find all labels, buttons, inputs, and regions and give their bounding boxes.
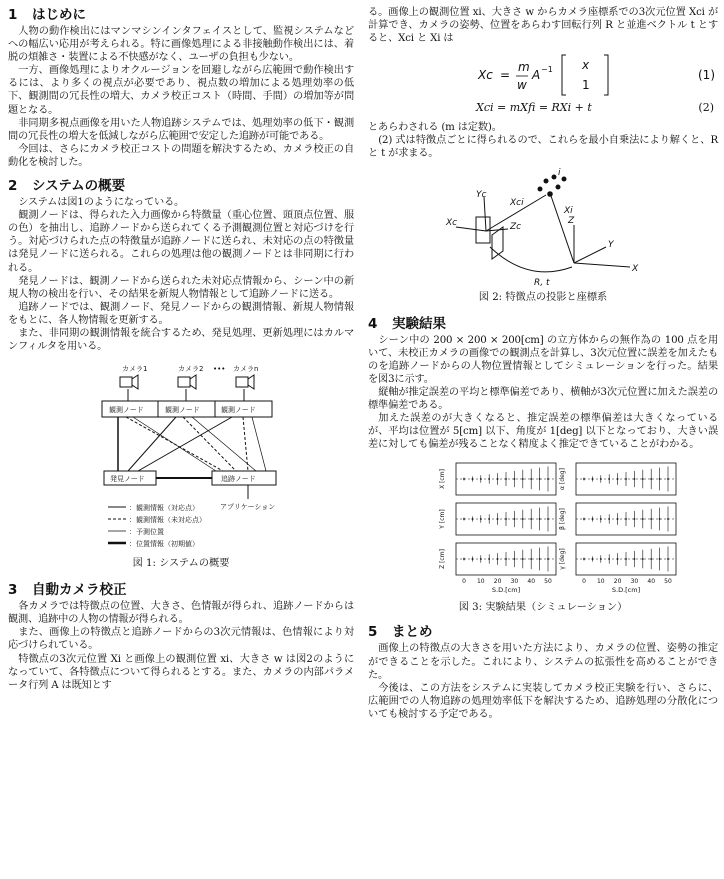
paragraph: る。画像上の観測位置 xi、大きさ w からカメラ座標系での3次元位置 Xci が計算でき、カメラの姿勢、位置をあらわす回転行列 R と並進ベクトル t とすると、Xci と Xi は [368, 7, 718, 45]
svg-text:−1: −1 [541, 65, 553, 75]
tick-label: 10 [596, 578, 605, 586]
paragraph: 一方、画像処理によりオクルージョンを回避しながら広範囲で動作検出するには、より多くの視点が必要であり、視点数の増加による処理効率の低下、観測間の冗長性の増大、カメラ校正コスト（時間、手間）の増加等が問題となる。 [8, 65, 354, 116]
svg-text:w: w [517, 78, 527, 93]
data-point [522, 519, 524, 521]
section-heading: 3 自動カメラ校正 [8, 582, 127, 599]
data-point [659, 559, 661, 561]
data-point [592, 479, 594, 481]
paragraph: また、非同期の観測情報を統合するため、発見処理、更新処理にはカルマンフィルタを用いる。 [8, 327, 354, 353]
section-auto-calibration [8, 581, 354, 692]
axis-label: β [deg] [559, 508, 566, 531]
data-point [625, 479, 627, 481]
section-experiment [368, 315, 718, 452]
data-point [634, 559, 636, 561]
data-point [530, 479, 532, 481]
section-heading: 4 実験結果 [368, 315, 446, 332]
svg-text:i: i [558, 167, 561, 178]
tick-label: 0 [462, 578, 466, 586]
data-point [480, 479, 482, 481]
figure-caption: 図 2: 特徴点の投影と座標系 [478, 291, 608, 303]
svg-text:=: = [500, 68, 511, 83]
data-point [650, 559, 652, 561]
data-point [547, 479, 549, 481]
projection-diagram [368, 167, 718, 287]
svg-text:Y: Y [608, 239, 614, 250]
data-point [634, 479, 636, 481]
results-plots [368, 459, 718, 597]
equation-2: Xci = mXfi = RXi + t (2) [476, 101, 714, 115]
paragraph: とあらわされる (m は定数)。 [368, 122, 502, 134]
data-point [608, 559, 610, 561]
data-point [505, 519, 507, 521]
tick-label: 30 [630, 578, 639, 586]
paragraph: 特徴点の3次元位置 Xi と画像上の観測位置 xi、大きさ w は図2のようになっていて、各特徴点について得られるとする。また、カメラの内部パラメータ行列 A は既知とす [8, 653, 354, 691]
paragraph: 各カメラでは特徴点の位置、大きさ、色情報が得られ、追跡ノードからは観測、追跡中の人物の情報が得られる。 [8, 601, 354, 626]
data-point [600, 559, 602, 561]
data-point [480, 519, 482, 521]
axis-label: α [deg] [559, 468, 566, 491]
data-point [642, 559, 644, 561]
data-point [547, 559, 549, 561]
data-point [522, 559, 524, 561]
axis-label: X [cm] [439, 469, 446, 490]
camera-icon [236, 377, 248, 387]
data-point [547, 519, 549, 521]
data-point [617, 479, 619, 481]
tick-label: 50 [544, 578, 552, 586]
data-point [497, 479, 499, 481]
figure-caption: 図 3: 実験結果（シミュレーション） [458, 602, 628, 614]
figure-caption: 図 1: システムの概要 [132, 558, 230, 570]
paragraph: 追跡ノードでは、観測ノード、発見ノードからの観測情報、新規人物情報をもとに、各人物情報を更新する。 [8, 301, 354, 326]
data-point [530, 519, 532, 521]
data-point [583, 479, 585, 481]
data-point [625, 519, 627, 521]
data-point [530, 559, 532, 561]
data-point [642, 519, 644, 521]
track-node-label: 追跡ノード [221, 475, 256, 484]
tick-label: 0 [582, 578, 586, 586]
data-point [625, 559, 627, 561]
data-point [642, 479, 644, 481]
equation-1 [368, 51, 718, 99]
paragraph: 画像上の特徴点の大きさを用いた方法により、カメラの位置、姿勢の推定ができることを示した。これにより、システムの拡張性を高めることができた。 [368, 643, 718, 681]
paragraph: シーン中の 200 × 200 × 200[cm] の立方体からの無作為の 100 点を用いて、未校正カメラの画像での観測点を計算し、3次元位置に誤差を加えたものを追跡ノードからの人物位置情報としてシミュレーションを行った。結果を図3に示す。 [368, 334, 718, 385]
data-point [514, 479, 516, 481]
data-point [659, 519, 661, 521]
data-point [617, 519, 619, 521]
data-point [539, 559, 541, 561]
tick-label: 20 [613, 578, 622, 586]
tick-label: 40 [647, 578, 656, 586]
data-point [592, 559, 594, 561]
section-heading: 1 はじめに [8, 7, 86, 23]
data-point [667, 479, 669, 481]
svg-text:Zc: Zc [510, 221, 522, 232]
data-point [497, 519, 499, 521]
data-point [488, 559, 490, 561]
tick-label: 30 [510, 578, 519, 586]
data-point [667, 519, 669, 521]
paragraph: 人物の動作検出にはマンマシンインタフェイスとして、監視システムなどへの幅広い応用が考えられる。特に画像処理による非接触動作検出には、着脱の煩雑さ・装置による不快感がなく、ユーザの負担も少ない。 [8, 26, 354, 64]
data-point [497, 559, 499, 561]
svg-text:Yc: Yc [476, 189, 487, 200]
find-node-label: 発見ノード [110, 475, 145, 484]
axis-label: S.D.[cm] [611, 586, 641, 595]
paragraph: システムは図1のようになっている。 [18, 197, 185, 209]
figure-1 [8, 361, 354, 571]
camera-icon [248, 375, 254, 389]
data-point [634, 519, 636, 521]
equation-number: (2) [698, 101, 714, 115]
data-point [583, 559, 585, 561]
tick-label: 50 [664, 578, 672, 586]
data-point [488, 479, 490, 481]
obs-node-label: 観測ノード [165, 406, 200, 415]
data-point [488, 519, 490, 521]
section-system-overview [8, 177, 354, 353]
legend-item: ：観測情報（対応点） [129, 504, 199, 513]
data-point [659, 479, 661, 481]
ellipsis: ••• [213, 365, 226, 374]
left-column [8, 6, 354, 700]
paragraph: 今回は、さらにカメラ校正コストの問題を解決するため、カメラ校正の自動化を検討した。 [8, 143, 354, 168]
camera-icon [190, 375, 196, 389]
section-heading: 5 まとめ [368, 624, 433, 641]
axis-label: γ [deg] [559, 548, 566, 571]
axis-label: Y [cm] [439, 509, 446, 530]
paragraph: 加えた誤差のが大きくなると、推定誤差の標準偏差は大きくなっているが、平均は位置が 5[cm] 以下、角度が 1[deg] 以下となっており、大きい誤差に対しても偏差が残ることなく精度よく推定できていることがわかる。 [368, 413, 718, 451]
data-point [539, 519, 541, 521]
section-heading: 2 システムの概要 [8, 178, 126, 195]
svg-text:Xi: Xi [564, 205, 573, 216]
data-point [650, 519, 652, 521]
legend-item: ：予測位置 [129, 528, 164, 537]
svg-text:A: A [532, 68, 541, 83]
figure-2 [368, 167, 718, 305]
paragraph: 非同期多視点画像を用いた人物追跡システムでは、処理効率の低下・観測間の冗長性の増大を低減しながら広範囲で安定した追跡が可能である。 [8, 117, 354, 142]
svg-text:m: m [518, 60, 530, 75]
equation-number: (1) [698, 68, 715, 83]
data-point [463, 479, 465, 481]
data-point [514, 559, 516, 561]
data-point [617, 559, 619, 561]
system-diagram [8, 361, 354, 553]
application-label: アプリケーション [220, 503, 276, 512]
axis-label: S.D.[cm] [491, 586, 521, 595]
obs-node-label: 観測ノード [221, 406, 256, 415]
camera1-label: カメラ1 [122, 365, 148, 374]
data-point [472, 519, 474, 521]
data-point [592, 519, 594, 521]
paragraph: 観測ノードは、得られた入力画像から特徴量（重心位置、頭頂点位置、服の色）を抽出し、追跡ノードから送られてくる予測観測位置と対応づけを行う。対応づけられた点の特徴量が追跡ノードに送られ、未対応の点の特徴量は発見ノードに送られる。これらの処理は他の観測ノードとは非同期に行われる。 [8, 210, 354, 274]
data-point [667, 559, 669, 561]
data-point [505, 559, 507, 561]
data-point [608, 479, 610, 481]
data-point [480, 559, 482, 561]
right-column [368, 6, 718, 729]
tick-label: 10 [476, 578, 485, 586]
svg-text:Z: Z [568, 215, 575, 226]
section-introduction [8, 6, 354, 169]
data-point [514, 519, 516, 521]
paragraph: 縦軸が推定誤差の平均と標準偏差であり、横軸が3次元位置に加えた誤差の標準偏差である。 [368, 386, 718, 412]
camera-icon [132, 375, 138, 389]
data-point [472, 479, 474, 481]
data-point [608, 519, 610, 521]
svg-text:Xci: Xci [510, 197, 524, 208]
legend-item: ：観測情報（未対応点） [129, 516, 206, 525]
svg-text:1: 1 [582, 78, 590, 93]
data-point [600, 479, 602, 481]
axis-label: Z [cm] [439, 549, 446, 570]
svg-text:Xc: Xc [446, 217, 458, 228]
data-point [505, 479, 507, 481]
svg-text:X: X [632, 263, 639, 274]
paragraph: (2) 式は特徴点ごとに得られるので、これらを最小自乗法により解くと、R と t が求まる。 [368, 135, 718, 160]
data-point [463, 559, 465, 561]
data-point [600, 519, 602, 521]
data-point [539, 479, 541, 481]
figure-3 [368, 459, 718, 615]
tick-label: 20 [493, 578, 502, 586]
camera2-label: カメラ2 [178, 365, 204, 374]
paragraph: また、画像上の特徴点と追跡ノードからの3次元情報は、色情報により対応づけられている。 [8, 627, 354, 652]
svg-text:R, t: R, t [534, 277, 550, 287]
camera-icon [178, 377, 190, 387]
svg-text:x: x [582, 58, 590, 73]
camera-icon [120, 377, 132, 387]
data-point [583, 519, 585, 521]
data-point [463, 519, 465, 521]
data-point [472, 559, 474, 561]
data-point [650, 479, 652, 481]
paragraph: 今後は、この方法をシステムに実装してカメラ校正実験を行い、さらに、広範囲での人物追跡の処理効率低下を解決するため、追跡処理の分散化についても検討する予定である。 [368, 682, 718, 720]
legend-item: ：位置情報（初期値） [129, 540, 199, 549]
tick-label: 40 [527, 578, 536, 586]
section-summary [368, 623, 718, 721]
svg-text:Xc: Xc [478, 68, 493, 83]
obs-node-label: 観測ノード [109, 406, 144, 415]
paragraph: 発見ノードは、観測ノードから送られた未対応点情報から、シーン中の新規人物の検出を行い、その結果を新規人物情報として追跡ノードに送る。 [8, 275, 354, 300]
cameran-label: カメラn [233, 365, 259, 374]
data-point [522, 479, 524, 481]
